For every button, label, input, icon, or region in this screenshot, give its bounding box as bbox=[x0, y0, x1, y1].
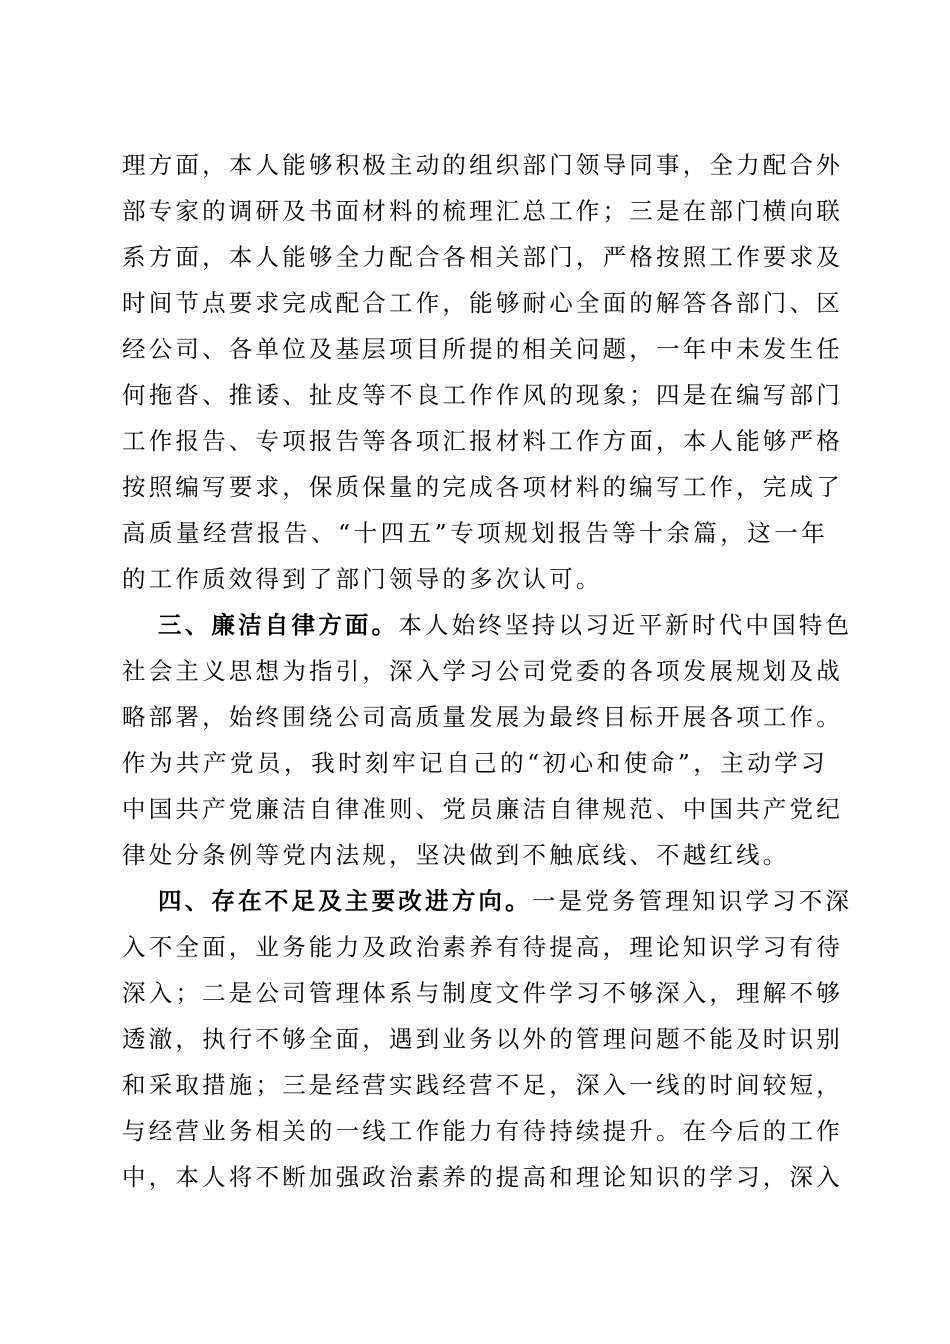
document-body bbox=[122, 142, 853, 1200]
text-line: 社会主义思想为指引，深入学习公司党委的各项发展规划及战 bbox=[122, 657, 843, 685]
text-line: 中，本人将不断加强政治素养的提高和理论知识的学习，深入 bbox=[122, 1163, 843, 1191]
text-line: 部专家的调研及书面材料的梳理汇总工作；三是在部门横向联 bbox=[122, 197, 843, 225]
text-line: 系方面，本人能够全力配合各相关部门，严格按照工作要求及 bbox=[122, 243, 843, 271]
text-line: 工作报告、专项报告等各项汇报材料工作方面，本人能够严格 bbox=[122, 427, 843, 455]
text-line: 律处分条例等党内法规，坚决做到不触底线、不越红线。 bbox=[122, 841, 790, 869]
text-line: 入不全面，业务能力及政治素养有待提高，理论知识学习有待 bbox=[122, 933, 843, 961]
text-line: 经公司、各单位及基层项目所提的相关问题，一年中未发生任 bbox=[122, 335, 843, 363]
paragraph-shortcomings bbox=[122, 878, 853, 1200]
section-first-line bbox=[122, 602, 853, 648]
section-first-line bbox=[122, 878, 853, 924]
text-line: 透澈，执行不够全面，遇到业务以外的管理问题不能及时识别 bbox=[122, 1025, 843, 1053]
text-line: 高质量经营报告、“十四五”专项规划报告等十余篇，这一年 bbox=[122, 519, 828, 547]
text-run: 本人始终坚持以习近平新时代中国特色 bbox=[398, 611, 853, 639]
text-line: 中国共产党廉洁自律准则、党员廉洁自律规范、中国共产党纪 bbox=[122, 795, 843, 823]
text-run: 一是党务管理知识学习不深 bbox=[531, 887, 853, 915]
section-heading-integrity: 三、廉洁自律方面。 bbox=[158, 611, 399, 639]
section-heading-shortcomings: 四、存在不足及主要改进方向。 bbox=[158, 887, 532, 915]
paragraph-work-quality bbox=[122, 142, 843, 602]
paragraph-integrity bbox=[122, 602, 853, 878]
text-line: 时间节点要求完成配合工作，能够耐心全面的解答各部门、区 bbox=[122, 289, 843, 317]
text-line: 的工作质效得到了部门领导的多次认可。 bbox=[122, 565, 603, 593]
text-line: 略部署，始终围绕公司高质量发展为最终目标开展各项工作。 bbox=[122, 703, 843, 731]
text-line: 作为共产党员，我时刻牢记自己的“初心和使命”，主动学习 bbox=[122, 749, 828, 777]
text-line: 与经营业务相关的一线工作能力有待持续提升。在今后的工作 bbox=[122, 1117, 843, 1145]
text-line: 按照编写要求，保质保量的完成各项材料的编写工作，完成了 bbox=[122, 473, 843, 501]
text-line: 和采取措施；三是经营实践经营不足，深入一线的时间较短， bbox=[122, 1071, 843, 1099]
text-line: 理方面，本人能够积极主动的组织部门领导同事，全力配合外 bbox=[122, 151, 843, 179]
text-line: 深入；二是公司管理体系与制度文件学习不够深入，理解不够 bbox=[122, 979, 843, 1007]
text-line: 何拖沓、推诿、扯皮等不良工作作风的现象；四是在编写部门 bbox=[122, 381, 843, 409]
